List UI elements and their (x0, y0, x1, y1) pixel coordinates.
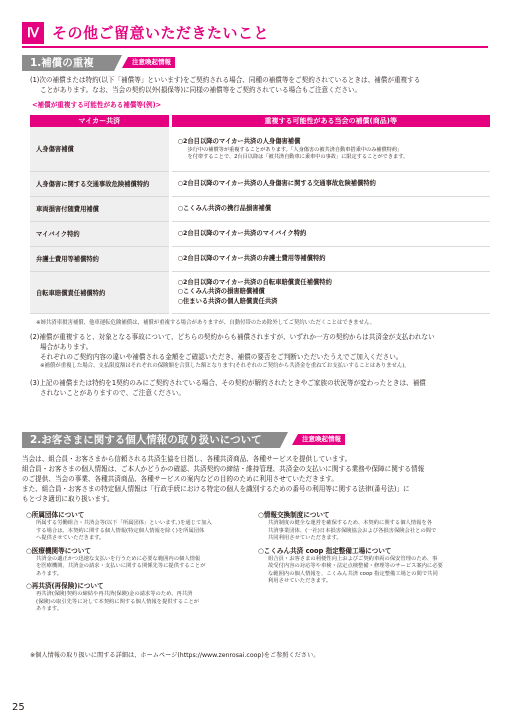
section1-title: 1.補償の重複 (22, 55, 114, 71)
text-line: されないことがありますので、ご注意ください。 (40, 389, 185, 397)
table-cell-right (170, 271, 490, 313)
text-line: (1)次の補償または特約(以下「補償等」といいます)をご契約される場合、同種の補償等をご契約されているときは、補償が重複する (30, 76, 421, 84)
privacy-items-left (26, 511, 251, 618)
benefit-note: 歩行中の補償等が重複することがあります。「人身傷害の被共済自動車搭乗中のみ補償特約」 (187, 146, 403, 153)
text-line: する場合は、本契約に関する個人情報(特定個人情報を除く)を所属団体 (36, 527, 205, 534)
benefit-note: を付帯することで、2台目以降は「被共済自動車に乗車中の事故」に限定することができます。 (187, 153, 409, 160)
benefit-item: ○2台目以降のマイカー共済の人身傷害に関する交通事故危険補償特約 (177, 179, 376, 187)
text-line: (3)上記の補償または特約を1契約のみにご契約されている場合、その契約が解約されたときやご家族の状況等が変わったときは、補償 (30, 379, 426, 387)
privacy-items (22, 511, 488, 616)
text-line: 再共済(保険)契約の締結や再共済(保険)金の請求等のため、再共済 (36, 591, 193, 597)
table-cell-left: 弁護士費用等補償特約 (30, 246, 170, 271)
benefit-item: ○こくみん共済の損害賠償補償 (177, 288, 265, 296)
privacy-item-heading: ○医療機関等について (26, 546, 91, 555)
text-line: また、組合員・お客さまの特定個人情報は「行政手続における特定の個人を識別するための番号の利用等に関する法律(番号法)」に (22, 485, 410, 493)
section2-intro (22, 454, 492, 504)
privacy-item-heading: ○こくみん共済 coop 指定整備工場について (258, 546, 392, 555)
section1-paragraph-2 (30, 332, 492, 370)
chapter-header (22, 22, 488, 46)
benefit-item: ○住まいる共済の個人賠償責任共済 (177, 297, 278, 305)
section1-tag: 注意喚起情報 (122, 57, 175, 68)
example-heading: <補償が重複する可能性がある補償等(例)> (32, 101, 162, 109)
table-cell-right (170, 221, 490, 246)
text-note: ※補償が重複した場合、支払限度額はそれぞれの保険額を合算した額となります(それぞれのご契約から共済金を重ねてお支払いすることはありません)。 (40, 363, 410, 369)
table-cell-right (170, 171, 490, 196)
text-line: 共同利用させていただきます。 (268, 535, 342, 541)
table-cell-left: 人身傷害補償 (30, 127, 170, 171)
table-cell-left: マイバイク特約 (30, 221, 170, 246)
table-row (30, 271, 490, 313)
chapter-title: その他ご留意いただきたいこと (52, 24, 270, 42)
table-row (30, 127, 490, 171)
text-line: 共済制度の健全な運営を確保するため、本契約に関する個人情報を各 (268, 520, 432, 526)
benefit-item: ○こくみん共済の携行品損害補償 (177, 204, 272, 212)
text-line: 所属する労働組合・共済会等(以下「所属団体」といいます。)を通じて加入 (36, 520, 212, 526)
text-line: ことがあります。なお、当会の契約以外(損保等)に同様の補償等をご契約されている場合もご注意ください。 (40, 86, 362, 94)
text-line: 場合があります。 (40, 343, 93, 351)
table-cell-right (170, 196, 490, 221)
chapter-badge: Ⅳ (22, 22, 44, 44)
table-header-left: マイカー共済 (30, 115, 170, 127)
text-line: それぞれのご契約内容の違いや補償される金額をご確認いただき、補償の要否をご判断いただいたうえでご加入ください。 (40, 353, 403, 361)
privacy-item-body (258, 556, 483, 586)
table-row (30, 246, 490, 271)
text-line: 組合員・お客さまの個人情報は、ご本人かどうかの確認、共済契約の締結・維持管理、共済金の支払いに関する業務や保障に関する情報 (22, 465, 425, 473)
section1-paragraph-3 (30, 378, 492, 398)
text-line: な範囲内の個人情報を、こくみん共済 coop 指定整備工場との間で共同 (268, 570, 438, 577)
text-line: 利用させていただきます。 (268, 578, 332, 584)
table-row (30, 171, 490, 196)
privacy-item-body (26, 520, 251, 543)
table-cell-left: 車両損害付随費用補償 (30, 196, 170, 221)
text-line: 共済事業団体、(一社)日本損害保険協会および各損害保険会社との間で (268, 527, 437, 534)
text-line: 故受付内容の対応等や車検・法定点検整備・修理等のサービス案内に必要 (268, 563, 443, 569)
overlap-table (30, 115, 490, 314)
text-line: (保険)の取引先等に対して本契約に関する個人情報を提供することが (36, 598, 200, 605)
text-line: あります。 (36, 606, 63, 612)
benefit-item: ○2台目以降のマイカー共済のマイバイク特約 (177, 229, 307, 237)
table-cell-left: 自転車賠償責任補償特約 (30, 271, 170, 313)
table-note: ※姉共済車損害補償、他車運転危険補償は、補償が重複する場合がありますが、自動付帯のため除外してご契約いただくことはできません。 (36, 320, 376, 326)
table-cell-right (170, 246, 490, 271)
text-line: (2)補償が重複すると、対象となる事故について、どちらの契約からも補償されますが、いずれか一方の契約からは共済金が支払われない (30, 333, 435, 341)
table-cell-left: 人身傷害に関する交通事故危険補償特約 (30, 171, 170, 196)
privacy-item-heading: ○情報交換制度について (258, 511, 330, 519)
benefit-item: ○2台目以降のマイカー共済の人身傷害補償 (177, 138, 301, 145)
text-line: へ提供させていただきます。 (36, 535, 105, 541)
privacy-item-heading: ○再共済(再保険)について (26, 582, 104, 590)
privacy-item-heading: ○所属団体について (26, 511, 85, 519)
privacy-item-body (26, 591, 251, 614)
text-line: のご提供、当会の事業、各種共済商品、各種サービスの案内などの目的のために利用させていただきます。 (22, 475, 338, 483)
privacy-item-body (258, 520, 483, 543)
chapter-rule (22, 46, 488, 48)
section2-title: 2.お客さまに関する個人情報の取り扱いについて (22, 432, 280, 448)
benefit-item: ○2台目以降のマイカー共済の自転車賠償責任補償特約 (177, 278, 332, 286)
table-header-right: 重複する可能性がある当会の補償(商品)等 (170, 115, 490, 127)
text-line: あります。 (36, 570, 63, 577)
privacy-items-right (258, 511, 483, 590)
section2-tag: 注意喚起情報 (292, 434, 345, 445)
page-number: 25 (12, 702, 25, 713)
text-line: 共済金の適正かつ迅速な支払いを行うために必要な範囲内の個人情報 (36, 555, 201, 562)
text-line: を医療機関、共済金の請求・支払いに関する関係先等に提供することが (36, 563, 206, 569)
section1-paragraph-1 (30, 75, 492, 95)
benefit-item: ○2台目以降のマイカー共済の弁護士費用等補償特約 (177, 254, 326, 262)
text-line: 当会は、組合員・お客さまから信頼される共済生協を目指し、各種共済商品、各種サービスを提供しています。 (22, 455, 352, 463)
privacy-item-body (26, 556, 251, 579)
text-line: 組合員・お客さまの利便性向上およびご契約車両の保安管理のため、事 (268, 555, 438, 562)
table-cell-right (170, 127, 490, 171)
table-row (30, 196, 490, 221)
table-row (30, 221, 490, 246)
footer-note: ※個人情報の取り扱いに関する詳細は、ホームページ(https://www.zenrosai.coop)をご参照ください。 (30, 652, 320, 659)
text-line: もとづき適切に取り扱います。 (22, 495, 114, 503)
